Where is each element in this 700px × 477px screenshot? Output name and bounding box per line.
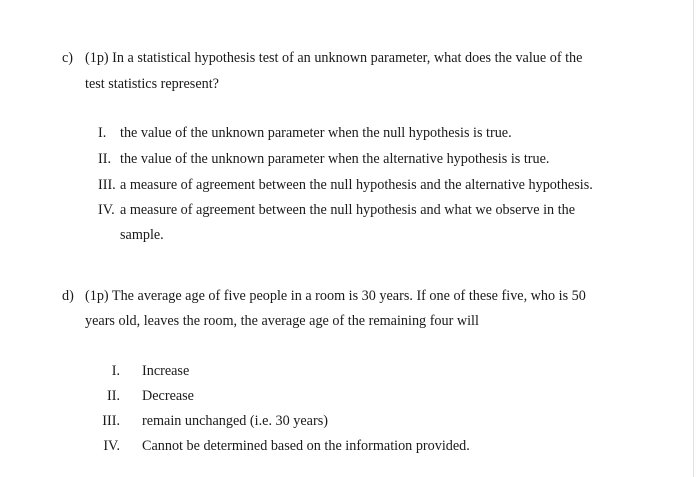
option-text-continuation: sample. [120, 227, 164, 243]
option-numeral: I. [111, 363, 120, 379]
question-d-text-line-1: (1p) The average age of five people in a room is 30 years. If one of these five, who is 50 [85, 288, 586, 304]
option-numeral: II. [98, 151, 111, 167]
option-text: a measure of agreement between the null hypothesis and what we observe in the [120, 202, 576, 218]
option-text: remain unchanged (i.e. 30 years) [142, 413, 328, 429]
option-numeral: II. [107, 388, 120, 404]
option-numeral: III. [98, 177, 116, 193]
option-text: a measure of agreement between the null hypothesis and the alternative hypothesis. [120, 177, 593, 193]
option-numeral: IV. [103, 438, 120, 454]
option-text: Decrease [142, 388, 194, 404]
option-numeral: III. [102, 413, 120, 429]
option-text: the value of the unknown parameter when the alternative hypothesis is true. [120, 151, 550, 167]
question-d-text-line-2: years old, leaves the room, the average age of the remaining four will [85, 313, 479, 329]
question-c-text-line-1: (1p) In a statistical hypothesis test of an unknown parameter, what does the value of the [85, 50, 583, 66]
option-text: the value of the unknown parameter when the null hypothesis is true. [120, 125, 512, 141]
option-numeral: IV. [98, 202, 115, 218]
option-numeral: I. [98, 125, 107, 141]
question-c-text-line-2: test statistics represent? [85, 76, 219, 92]
option-text: Increase [142, 363, 190, 379]
question-c-label: c) [62, 50, 74, 66]
option-text: Cannot be determined based on the information provided. [142, 438, 470, 454]
page-edge-divider [693, 0, 694, 477]
question-d-label: d) [62, 288, 74, 304]
